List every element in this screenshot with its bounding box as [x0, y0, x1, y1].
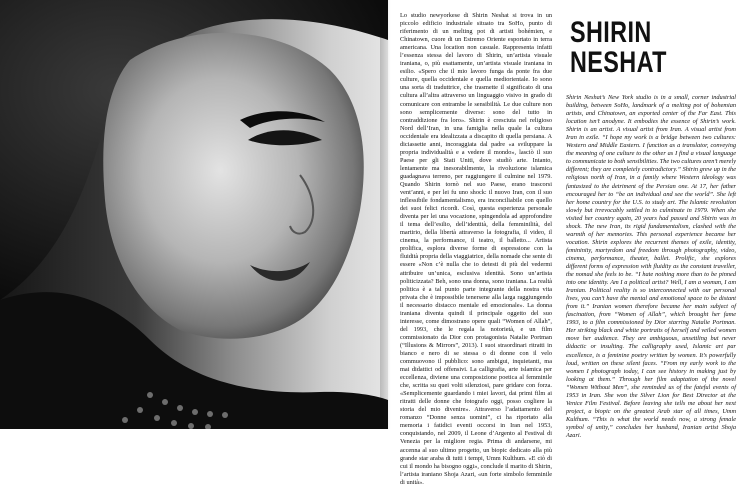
- article-title: [570, 18, 703, 78]
- portrait-photo: [0, 0, 388, 429]
- title-line-2: NESHAT: [570, 46, 667, 79]
- italian-text-column: Lo studio newyorkese di Shirin Neshat si trova in un piccolo edificio industriale situato tra SoHo, punto di riferimento di un melting pot di artisti bohémien, e Chinatown, cuore di un Estremo Oriente esportato in terra americana. Una location non casuale. Rappresenta infatti l’essenza stessa del lavoro di Shirin, un’artista visuale iraniana, o, più esattamente, un’artista visuale iraniana in esilio. «Spero che il mio lavoro funga da ponte fra due culture, quella occidentale e quella mediorientale. Io sono una sorta di traduttrice, che trasmette il significato di una cultura all’altra attraverso un linguaggio visivo in grado di comunicare con entrambe le sensibilità. Le due culture non sono semplicemente diverse: sono del tutto in contraddizione fra loro». Shirin è cresciuta nel religioso Nord dell’Iran, in una famiglia nella quale la cultura occidentale era idealizzata a discapito di quella persiana. A diciassette anni, incoraggiata dal padre «a sviluppare la propria individualità e a vedere il mondo», lasciò il suo Paese per gli Stati Uniti, dove studiò arte. Intanto, lentamente ma inesorabilmente, la rivoluzione islamica guadagnava terreno, per raggiungere il culmine nel 1979. Quando Shirin tornò nel suo Paese, erano trascorsi vent’anni, e per lei fu uno shock: il nuovo Iran, con il suo inflessibile fondamentalismo, era inconciliabile con quello dei suoi felici ricordi. Così, questa esperienza personale diventa per lei una vocazione, spingendola ad approfondire il tema dell’esilio, dell’identità, della femminilità, del martirio, della libertà attraverso la fotografia, il video, il cinema, la performance, il teatro, il balletto... Artista prolifica, esplora diverse forme di espressione con la fluidità propria della viaggiatrice, della nomade che sente di essere «Non c’è nulla che io detesti di più del vedermi attribuire un’unica, esclusiva identità. Sono un’artista politicizzata? Beh, sono una donna, sono iraniana. La realtà politica è a tal punto parte integrante della nostra vita privata che è impossibile tenersene alla larga raggiungendo il necessario distacco mentale ed emozionale». La donna iraniana diventa quindi il principale oggetto del suo interesse, come dimostrano opere quali “Women of Allah”, del 1993, che le regala la notorietà, e un film commissionato da Dior con protagonista Natalie Portman (“Illusions & Mirrors”, 2013). I suoi straordinari ritratti in bianco e nero di se stessa o di donne con il velo commuovono il pubblico: sono ambigui, inquietanti, ma mai didattici od offensivi. La calligrafia, arte islamica per eccellenza, diviene una composizione poetica al femminile che, scritta su quei volti silenziosi, pare gridare con forza. «Semplicemente guardando i miei lavori, dai primi film ai ritratti delle donne che fotografo oggi, posso cogliere la storia del mio divenire». Attraverso l’adattamento del romanzo “Donne senza uomini”, ci ha riportato alla memoria i fatidici eventi occorsi in Iran nel 1953, conquistando, nel 2009, il Leone d’Argento al Festival di Venezia per la migliore regia. Prima di andarsene, mi accenna al suo ultimo progetto, un biopic dedicato alla più grande star araba di tutti i tempi, Umm Kulthum. «E ciò di cui il mondo ha bisogno oggi», conclude il marito di Shirin, l’artista iraniano Shoja Azari, «un forte simbolo femminile di unità».: [400, 12, 552, 486]
- english-text-column: Shirin Neshat’s New York studio is in a small, corner industrial building, between SoHo, landmark of a melting pot of bohemian artists, and Chinatown, an exported center of the Far East. This location isn’t anodyne. It embodies the essence of Shirin’s work. Shirin is an artist. A visual artist from Iran. A visual artist from Iran in exile. “I hope my work is a bridge between two cultures: Western and Middle Eastern. I function as a translator, conveying the meaning of one culture to the other as I find a visual language to communicate to both sensibilities. The two cultures aren’t merely different; they are completely contradictory.” Shirin grew up in the religious north of Iran, in a family where Western ideology was fantasized to the detriment of the Persian one. At 17, her father encouraged her to “be an individual and see the world”. She left her home country for the U.S. to study art. The Islamic revolution slowly but irrevocably settled in to culminate in 1979. When she visited her country again, 20 years had passed and Shirin was in shock. The new Iran, its rigid fundamentalism, clashed with the warmth of her memories. This personal experience became her vocation. Shirin explores the recurrent themes of exile, identity, femininity, martyrdom and freedom through photography, video, cinema, performance, theater, ballet. Prolific, she explores different forms of expression with fluidity as the constant traveller, the nomad she feels to be. “I hate nothing more than to be pinned into one identity. Am I a political artist? Well, I am a woman, I am Iranian. Political reality is so interconnected with our personal lives, you can’t have the mental and emotional space to be distant from it.” Iranian women therefore became her main subject of fascination, from “Women of Allah”, which brought her fame 1993, to a film commissioned by Dior starring Natalie Portman. Her striking black and white portraits of herself and veiled women move her audience. They are ambiguous, unsettling but never didactic or insulting. The calligraphy used, Islamic art par excellence, is a feminine poetry written by women. It’s powerfully loud, written on these silent faces. “From my early work to the women I photograph today, I can see history in making just by looking at them.” Through her film adaptation of the novel “Women Without Men”, she reminded us of the fateful events of 1953 in Iran. She won the Silver Lion for Best Director at the Venice Film Festival. Before leaving she tells me about her next project, a biopic on the greatest Arab star of all times, Umm Kulthum. “This is what the world needs now, a strong female symbol of unity,” concludes her husband, Iranian artist Shoja Azari.: [566, 94, 736, 439]
- page-gutter: [380, 0, 398, 429]
- title-line-1: SHIRIN: [570, 16, 652, 49]
